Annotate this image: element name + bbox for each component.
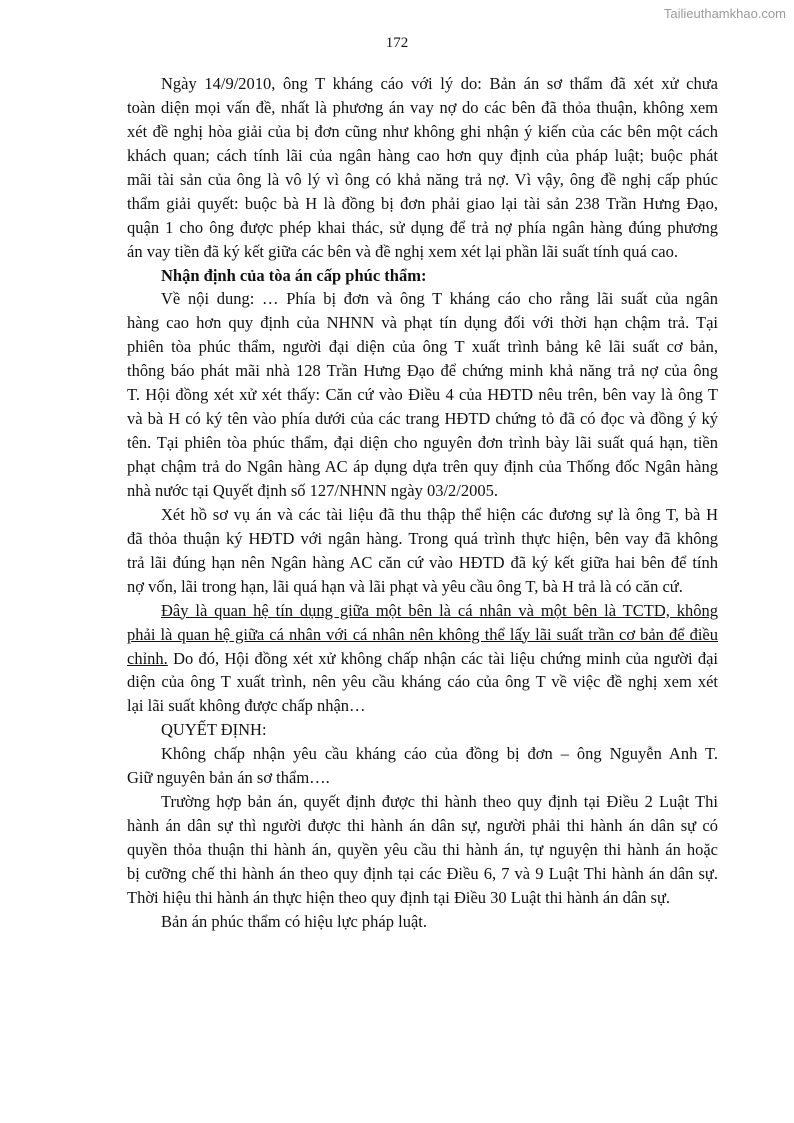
text-line: khách quan; cách tính lãi của ngân hàng cao hơn quy định của pháp luật; buộc phát bbox=[127, 145, 718, 165]
text-line: đã thỏa thuận ký HĐTD với ngân hàng. Trong quá trình thực hiện, bên vay đã không bbox=[127, 528, 718, 548]
paragraph-content bbox=[127, 287, 718, 502]
text-line: Thời hiệu thi hành án thực hiện theo quy định tại Điều 30 Luật thi hành án dân sự. bbox=[127, 887, 671, 907]
paragraph-review bbox=[127, 503, 718, 599]
text-line: quyền thỏa thuận thi hành án, quyền yêu cầu thi hành án, tự nguyện thi hành án hoặc bbox=[127, 840, 718, 859]
document-body bbox=[127, 72, 718, 934]
underlined-text-line: Đây là quan hệ tín dụng giữa một bên là cá nhân và một bên là TCTD, không bbox=[161, 600, 718, 620]
text-line: Bản án phúc thẩm có hiệu lực pháp luật. bbox=[161, 911, 427, 931]
text-line: Trường hợp bản án, quyết định được thi hành theo quy định tại Điều 2 Luật Thi bbox=[161, 792, 718, 812]
text-line bbox=[127, 647, 718, 671]
text-line: Giữ nguyên bản án sơ thẩm…. bbox=[127, 768, 330, 788]
page-number: 172 bbox=[385, 35, 409, 51]
text-segment: Do đó, Hội đồng xét xử không chấp nhận các tài liệu chứng minh của người đại bbox=[167, 648, 718, 668]
underlined-text-line: phải là quan hệ giữa cá nhân với cá nhân nên không thể lấy lãi suất trần cơ bản để điều bbox=[127, 624, 718, 644]
watermark: Tailieuthamkhao.com bbox=[663, 6, 786, 21]
text-line: bị cưỡng chế thi hành án theo quy định tại các Điều 6, 7 và 9 Luật Thi hành án dân sự. bbox=[127, 863, 718, 883]
text-line: Không chấp nhận yêu cầu kháng cáo của đồng bị đơn – ông Nguyễn Anh T. bbox=[161, 744, 718, 764]
text-line: Ngày 14/9/2010, ông T kháng cáo với lý do: Bản án sơ thẩm đã xét xử chưa bbox=[161, 74, 718, 93]
text-line: toàn diện mọi vấn đề, nhất là phương án vay nợ do các bên đã thỏa thuận, không xem bbox=[127, 97, 718, 117]
text-line: lại lãi suất không được chấp nhận… bbox=[127, 696, 366, 716]
text-line: tên. Tại phiên tòa phúc thẩm, đại diện cho nguyên đơn trình bày lãi suất quá hạn, tiền bbox=[127, 433, 718, 453]
text-line: án vay tiền đã ký kết giữa các bên và đề nghị xem xét lại phần lãi suất tính quá cao. bbox=[127, 241, 678, 261]
text-line: thẩm giải quyết: buộc bà H là đồng bị đơn phải giao lại tài sản 238 Trần Hưng Đạo, bbox=[127, 193, 718, 213]
text-line: nhà nước tại Quyết định số 127/NHNN ngày 03/2/2005. bbox=[127, 480, 499, 500]
section-heading: Nhận định của tòa án cấp phúc thẩm: bbox=[161, 265, 427, 285]
text-line: quận 1 cho ông được phép khai thác, sử dụng để trả nợ phía ngân hàng đúng phương bbox=[127, 217, 718, 237]
text-line: Xét hồ sơ vụ án và các tài liệu đã thu thập thể hiện các đương sự là ông T, bà H bbox=[161, 504, 718, 524]
text-line: T. Hội đồng xét xử xét thấy: Căn cứ vào Điều 4 của HĐTD nêu trên, bên vay là ông T bbox=[127, 385, 718, 405]
text-line: hành án dân sự thì người được thi hành án dân sự, người phải thi hành án dân sự có bbox=[127, 816, 718, 836]
paragraph-appeal bbox=[127, 72, 718, 264]
decision-heading: QUYẾT ĐỊNH: bbox=[161, 720, 267, 740]
underlined-text: chỉnh. bbox=[127, 648, 168, 668]
text-line: và bà H có ký tên vào phía dưới của các trang HĐTD chứng tỏ đã có đọc và đồng ý ký bbox=[127, 409, 718, 429]
text-line: phiên tòa phúc thẩm, người đại diện của ông T xuất trình bảng kê lãi suất cơ bản, bbox=[127, 337, 718, 357]
paragraph-enforcement bbox=[127, 790, 718, 910]
text-line: nợ vốn, lãi trong hạn, lãi quá hạn và lãi phạt và yêu cầu ông T, bà H trả là có căn cứ. bbox=[127, 576, 683, 596]
paragraph-conclusion bbox=[127, 599, 718, 719]
text-line: trả lãi đúng hạn nên Ngân hàng AC căn cứ vào HĐTD đã ký kết giữa hai bên để tính bbox=[127, 552, 718, 572]
text-line: thông báo phát mãi nhà 128 Trần Hưng Đạo để chứng minh khả năng trả nợ của ông bbox=[127, 361, 718, 381]
text-line: diện của ông T xuất trình, nên yêu cầu kháng cáo của ông T về việc đề nghị xem xét bbox=[127, 672, 718, 692]
text-line: xét đề nghị hòa giải của bị đơn cũng như không ghi nhận ý kiến của các bên một cách bbox=[127, 121, 718, 141]
text-line: hàng cao hơn quy định của NHNN và phạt tín dụng đối với thời hạn chậm trả. Tại bbox=[127, 313, 718, 333]
text-line: phạt chậm trả do Ngân hàng AC áp dụng dựa trên quy định của Thống đốc Ngân hàng bbox=[127, 457, 718, 476]
paragraph-decision bbox=[127, 742, 718, 790]
text-line: Về nội dung: … Phía bị đơn và ông T kháng cáo cho rằng lãi suất của ngân bbox=[161, 289, 718, 309]
text-line: mãi tài sản của ông là vô lý vì ông có khả năng trả nợ. Vì vậy, ông đề nghị cấp phúc bbox=[127, 169, 718, 189]
